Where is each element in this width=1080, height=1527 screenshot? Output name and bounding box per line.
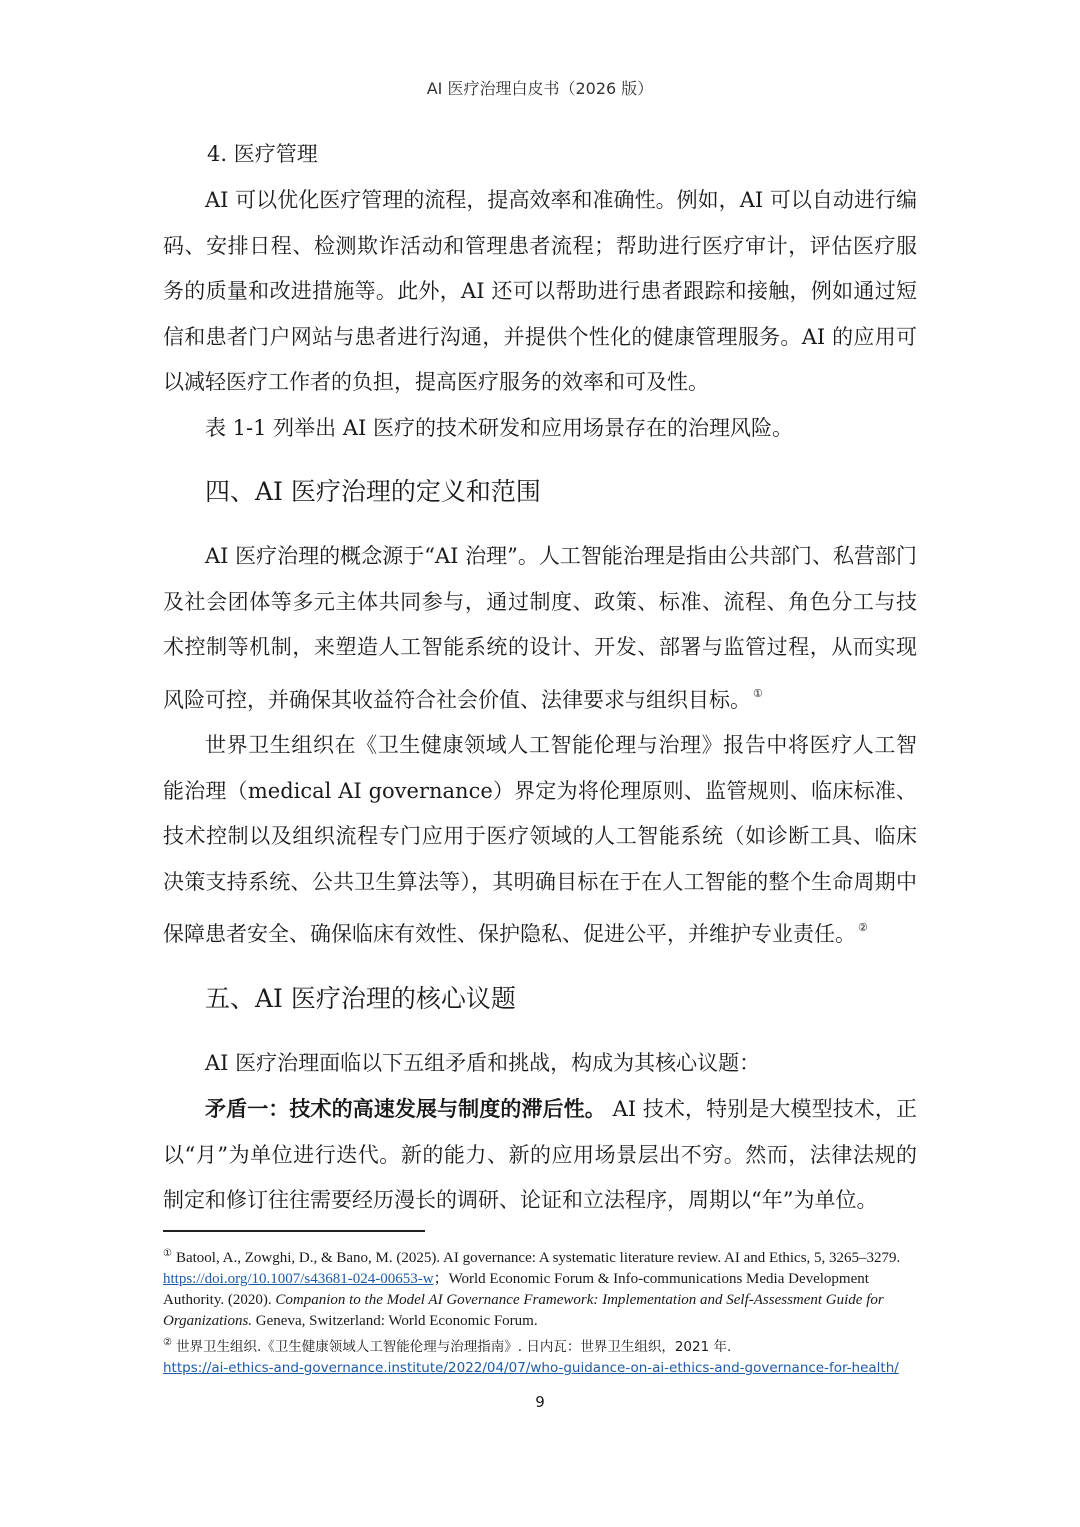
footnote-1-text-a: Batool, A., Zowghi, D., & Bano, M. (2025). AI governance: A systematic literature review. AI and Ethics, 5, 3265–3279. (175, 1250, 901, 1266)
footnote-2-text: 世界卫生组织.《卫生健康领域人工智能伦理与治理指南》. 日内瓦：世界卫生组织，2021 年. (175, 1339, 732, 1355)
footnote-mark-1: ① (163, 1248, 172, 1259)
paragraph-who-definition (163, 723, 917, 958)
page-number: 9 (535, 1393, 545, 1411)
paragraph-table-reference: 表 1-1 列举出 AI 医疗的技术研发和应用场景存在的治理风险。 (205, 415, 793, 440)
footnote-ref-1[interactable]: ① (753, 686, 763, 700)
footnote-1 (163, 1243, 917, 1332)
footnote-1-text-b: ；World Economic Forum & Info-communications Media Development Authority. (2020). (163, 1271, 869, 1308)
paragraph-core-issues-intro: AI 医疗治理面临以下五组矛盾和挑战，构成为其核心议题： (205, 1050, 761, 1075)
footnote-2-link[interactable]: https://ai-ethics-and-governance.institute/2022/04/07/who-guidance-on-ai-ethics-and-governance-for-health/ (163, 1360, 899, 1376)
footnotes (163, 1243, 917, 1379)
paragraph-text: 世界卫生组织在《卫生健康领域人工智能伦理与治理》报告中将医疗人工智能治理（medical AI governance）界定为将伦理原则、监管规则、临床标准、技术控制以及组织流程专门应用于医疗领域的人工智能系统（如诊断工具、临床决策支持系统、公共卫生算法等），其明确目标在于在人工智能的整个生命周期中保障患者安全、确保临床有效性、保护隐私、促进公平，并维护专业责任。 (163, 733, 917, 946)
paragraph-medical-management: AI 可以优化医疗管理的流程，提高效率和准确性。例如，AI 可以自动进行编码、安排日程、检测欺诈活动和管理患者流程；帮助进行医疗审计，评估医疗服务的质量和改进措施等。此外，AI 还可以帮助进行患者跟踪和接触，例如通过短信和患者门户网站与患者进行沟通，并提供个性化的健康管理服务。AI 的应用可以减轻医疗工作者的负担，提高医疗服务的效率和可及性。 (163, 188, 917, 394)
footnote-2 (163, 1332, 917, 1358)
footnote-1-text-c: Geneva, Switzerland: World Economic Forum. (252, 1313, 538, 1329)
running-header: AI 医疗治理白皮书（2026 版） (426, 79, 654, 98)
contradiction-text: AI 技术，特别是大模型技术，正以“月”为单位进行迭代。新的能力、新的应用场景层出不穷。然而，法律法规的制定和修订往往需要经历漫长的调研、论证和立法程序，周期以“年”为单位。 (163, 1097, 917, 1212)
paragraph-text: AI 医疗治理的概念源于“AI 治理”。人工智能治理是指由公共部门、私营部门及社会团体等多元主体共同参与，通过制度、政策、标准、流程、角色分工与技术控制等机制，来塑造人工智能系统的设计、开发、部署与监管过程，从而实现风险可控，并确保其收益符合社会价值、法律要求与组织目标。 (163, 544, 917, 712)
subsection-heading-medical-management: 4. 医疗管理 (207, 142, 318, 166)
contradiction-title: 矛盾一：技术的高速发展与制度的滞后性。 (205, 1096, 606, 1121)
footnote-divider (163, 1230, 425, 1232)
footnote-ref-2[interactable]: ② (858, 921, 868, 934)
section-heading-definition: 四、AI 医疗治理的定义和范围 (205, 477, 541, 506)
footnote-2-url-line (163, 1358, 917, 1379)
footnote-1-title: Companion to the Model AI Governance Framework: Implementation and Self-Assessment Guide for Organizations. (163, 1292, 884, 1329)
footnote-1-doi-link[interactable]: https://doi.org/10.1007/s43681-024-00653-w (163, 1271, 434, 1287)
footnote-mark-2: ② (163, 1337, 172, 1348)
section-heading-core-issues: 五、AI 医疗治理的核心议题 (205, 983, 516, 1013)
page-body (163, 132, 917, 1224)
paragraph-contradiction-1 (163, 1086, 917, 1224)
paragraph-ai-governance-definition (163, 534, 917, 723)
